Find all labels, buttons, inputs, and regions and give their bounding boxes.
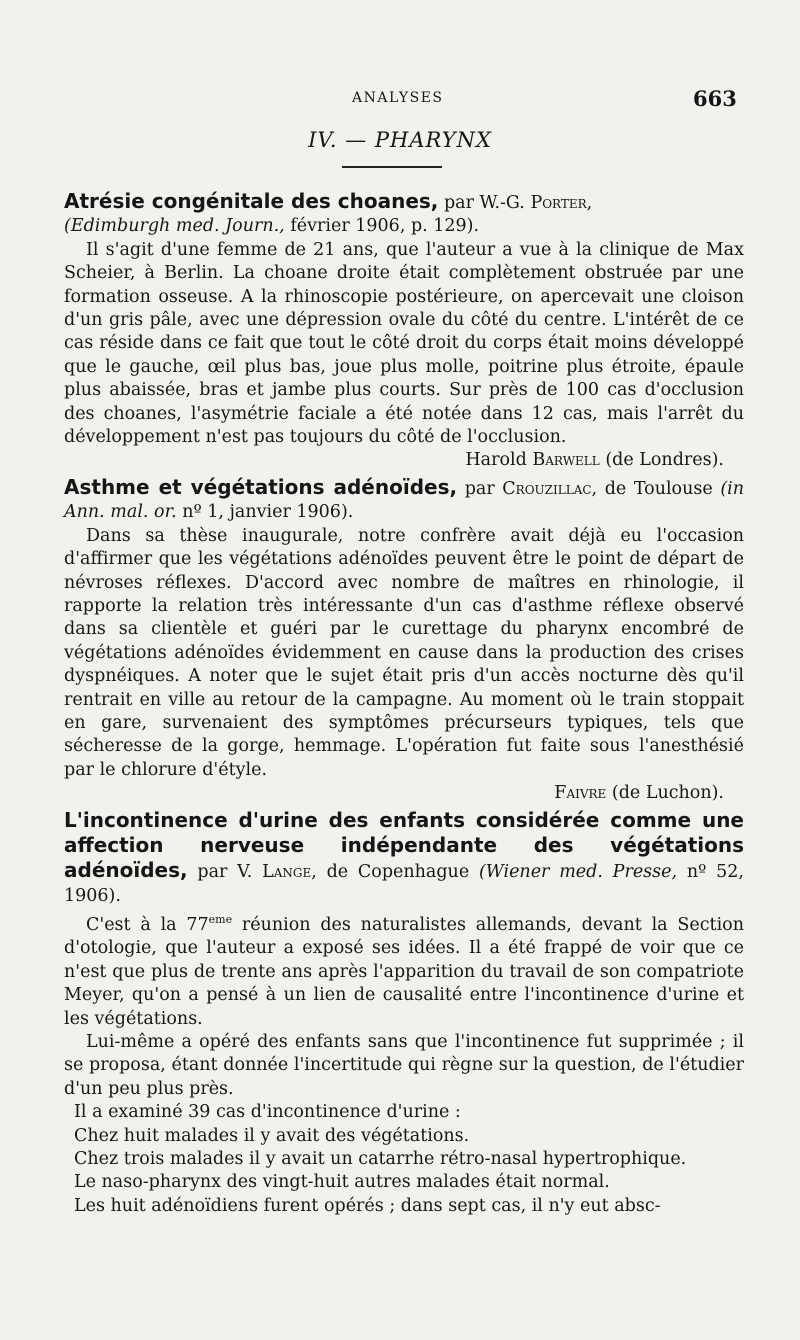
article-line: Les huit adénoïdiens furent opérés ; dans sept cas, il n'y eut absc- bbox=[74, 1195, 661, 1216]
article-date: nº 52, 1906). bbox=[64, 862, 744, 906]
article-author: Porter, bbox=[530, 193, 593, 213]
signature-name: Faivre bbox=[554, 783, 607, 804]
article-source: (Edimburgh med. Journ., bbox=[64, 216, 285, 237]
article-by: par V. bbox=[197, 862, 253, 883]
article-line: Le naso-pharynx des vingt-huit autres malades était normal. bbox=[74, 1172, 610, 1193]
page-number: 663 bbox=[693, 86, 737, 111]
article-heading bbox=[64, 476, 744, 525]
article-atresie bbox=[64, 190, 744, 473]
article-paragraph: Il s'agit d'une femme de 21 ans, que l'auteur a vue à la clinique de Max Scheier, à Berlin. La choane droite était complètement obstruée par une formation osseuse. A la rhinoscopie postérieure, on apercevait une cloison d'un gris pâle, avec une dépression ovale du côté du centre. L'intérêt de ce cas réside dans ce fait que tout le côté droit du corps était moins développé que le gauche, œil plus bas, joue plus molle, poitrine plus étroite, épaule plus abaissée, bras et jambe plus courts. Sur près de 100 cas d'occlusion des choanes, l'asymétrie faciale a été notée dans 12 cas, mais l'arrêt du développement n'est pas toujours du côté de l'occlusion. bbox=[64, 239, 744, 448]
article-heading bbox=[64, 809, 744, 909]
article-date: février 1906, p. 129). bbox=[290, 216, 480, 237]
paragraph-text: réunion des naturalistes allemands, devant la Section d'otologie, que l'auteur a exposé ses idées. Il a été frappé de voir que ce n'est que plus de trente ans après l'apparition du travail de son compatriote Meyer, qu'on a pensé à un lien de causalité entre l'incontinence d'urine et les végétations. bbox=[64, 915, 744, 1029]
paragraph-text: C'est à la 77 bbox=[86, 915, 209, 936]
article-paragraph: Lui-même a opéré des enfants sans que l'incontinence fut supprimée ; il se proposa, étant donnée l'incertitude qui règne sur la question, de l'étudier d'un peu plus près. bbox=[64, 1032, 744, 1099]
article-line: Chez huit malades il y avait des végétations. bbox=[74, 1125, 470, 1146]
article-author-place: de Copenhague bbox=[326, 862, 470, 883]
signature-place: (de Luchon). bbox=[611, 783, 724, 804]
article-date: nº 1, janvier 1906). bbox=[182, 502, 354, 523]
article-source: (in Ann. mal. or. bbox=[64, 478, 745, 523]
article-paragraph bbox=[64, 908, 744, 1031]
article-paragraph: Dans sa thèse inaugurale, notre confrère avait déjà eu l'occasion d'affirmer que les végétations adénoïdes peuvent être le point de départ de névroses réflexes. D'accord avec nombre de maîtres en rhinologie, il rapporte la relation très intéressante d'un cas d'asthme réflexe observé dans sa clientèle et guéri par le curettage du pharynx encombré de végétations adénoïdes évidemment en cause dans la production des crises dyspnéiques. A noter que le sujet était pris d'un accès nocturne dès qu'il rentrait en ville au retour de la campagne. Au moment où le train stoppait en gare, survenaient des symptômes précurseurs typiques, tels que sécheresse de la gorge, hemmage. L'opération fut faite sous l'anesthésié par le chlorure d'étyle. bbox=[64, 525, 744, 780]
article-incontinence bbox=[64, 809, 744, 1219]
article-title: L'incontinence d'urine des enfants considérée comme une affection nerveuse indépendante des végétations adénoïdes, bbox=[64, 807, 744, 883]
article-line: Chez trois malades il y avait un catarrhe rétro-nasal hypertrophique. bbox=[74, 1149, 687, 1170]
article-by: par W.-G. bbox=[443, 193, 525, 213]
article-author-place: de Toulouse bbox=[604, 478, 713, 499]
article-signature bbox=[64, 782, 744, 805]
article-asthme bbox=[64, 476, 744, 806]
article-heading bbox=[64, 190, 744, 239]
signature-first-name: Harold bbox=[465, 450, 527, 471]
running-head bbox=[0, 86, 800, 116]
ordinal-superscript: eme bbox=[208, 913, 233, 927]
article-line: Il a examiné 39 cas d'incontinence d'urine : bbox=[74, 1102, 461, 1123]
section-divider bbox=[342, 166, 442, 168]
running-title: ANALYSES bbox=[352, 90, 444, 106]
article-author: Crouzillac, bbox=[502, 478, 598, 499]
signature-place: (de Londres). bbox=[605, 450, 724, 471]
section-title: IV. — PHARYNX bbox=[308, 128, 492, 152]
article-author: Lange, bbox=[262, 862, 317, 883]
article-signature bbox=[64, 449, 744, 472]
article-title: Atrésie congénitale des choanes, bbox=[64, 189, 439, 213]
article-title: Asthme et végétations adénoïdes, bbox=[64, 474, 458, 499]
article-by: par bbox=[464, 478, 495, 499]
signature-name: Barwell bbox=[532, 450, 600, 471]
article-body bbox=[64, 190, 744, 1218]
article-source: (Wiener med. Presse, bbox=[478, 862, 678, 883]
